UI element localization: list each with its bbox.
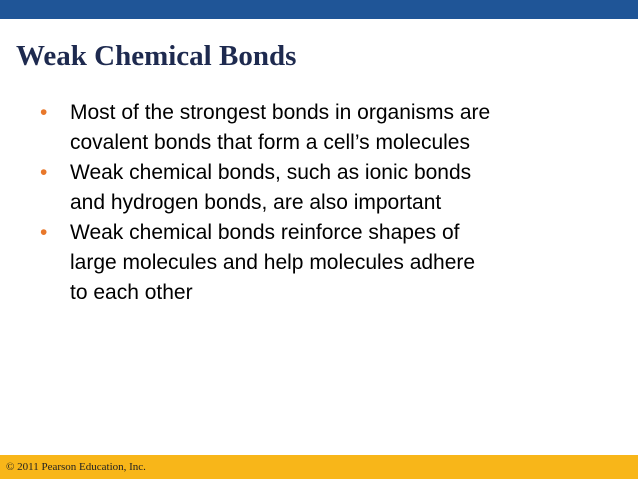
- bullet-3-line-1: Weak chemical bonds reinforce shapes of: [70, 221, 460, 244]
- bullet-item-2: [38, 158, 598, 218]
- bullet-2-line-1: Weak chemical bonds, such as ionic bonds: [70, 161, 472, 184]
- footer-bar: [0, 455, 638, 479]
- bullet-item-1: [38, 98, 598, 158]
- bullet-1-line-2: covalent bonds that form a cell’s molecules: [70, 131, 470, 154]
- bullet-list: [38, 98, 598, 308]
- bullet-3-line-2: large molecules and help molecules adhere: [70, 251, 476, 274]
- top-banner-bar: [0, 0, 638, 19]
- bullet-1-line-1: Most of the strongest bonds in organisms are: [70, 101, 491, 124]
- bullet-3-line-3: to each other: [70, 281, 193, 304]
- bullet-item-3: [38, 218, 598, 308]
- bullet-marker: •: [40, 161, 48, 184]
- bullet-marker: •: [40, 221, 48, 244]
- bullet-2-line-2: and hydrogen bonds, are also important: [70, 191, 442, 214]
- bullet-marker: •: [40, 101, 48, 124]
- copyright-notice: © 2011 Pearson Education, Inc.: [6, 461, 146, 473]
- slide-title: Weak Chemical Bonds: [16, 40, 297, 72]
